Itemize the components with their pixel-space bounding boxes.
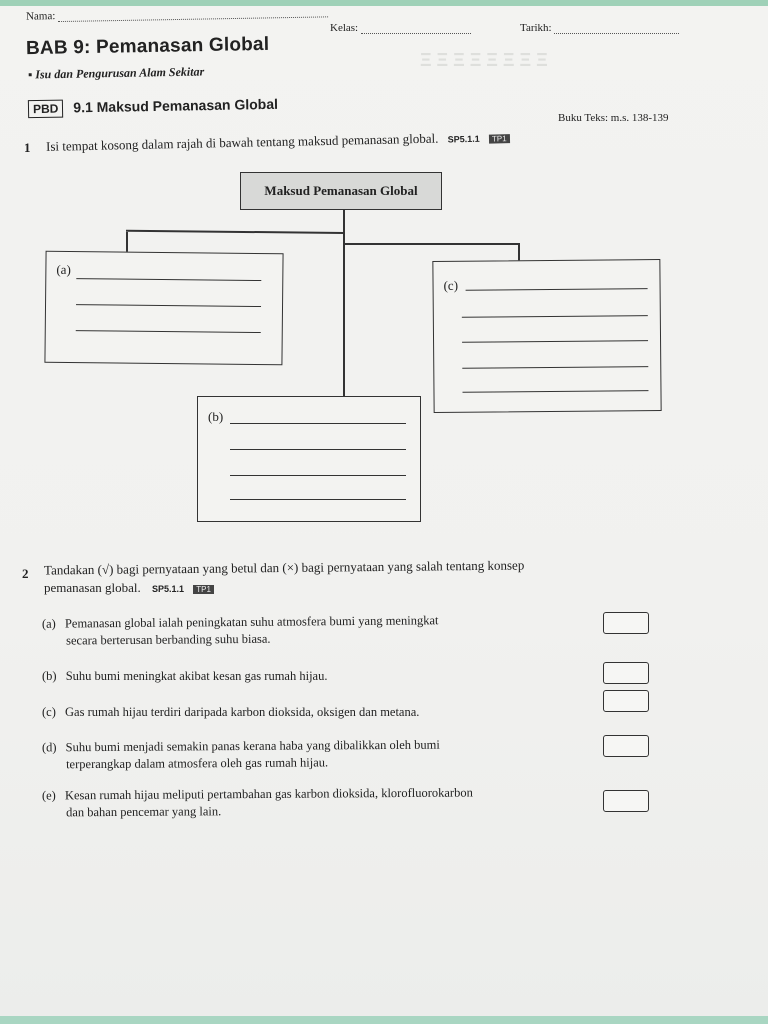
connector-vertical-main <box>343 209 345 397</box>
box-c-line-3[interactable] <box>462 340 648 343</box>
q1-tp-badge: TP1 <box>489 134 510 143</box>
box-b-line-4[interactable] <box>230 499 406 500</box>
statement-a-label: (a) <box>41 616 56 631</box>
class-blank[interactable] <box>361 33 471 34</box>
checkbox-c[interactable] <box>603 690 649 712</box>
checkbox-b[interactable] <box>603 662 649 684</box>
q2-instruction-line2 <box>44 580 214 596</box>
name-label: Nama: <box>25 10 56 23</box>
box-a-label: (a) <box>56 261 71 278</box>
q2-sp-code: SP5.1.1 <box>152 584 185 594</box>
checkbox-a[interactable] <box>603 612 649 634</box>
q1-number: 1 <box>24 140 31 155</box>
statement-d-label: (d) <box>41 740 57 755</box>
connector-left <box>126 230 344 234</box>
box-c-line-5[interactable] <box>462 390 648 393</box>
checkbox-e[interactable] <box>603 790 649 812</box>
q2-number: 2 <box>22 566 29 581</box>
q1-sp-code: SP5.1.1 <box>447 133 480 145</box>
chapter-title: BAB 9: Pemanasan Global <box>25 33 270 60</box>
bleed-through-shadow: Ξ Ξ Ξ Ξ Ξ Ξ Ξ Ξ <box>420 50 548 70</box>
section-title: 9.1 Maksud Pemanasan Global <box>73 95 279 116</box>
chapter-theme <box>28 64 204 82</box>
q2-instruction-line1: Tandakan (√) bagi pernyataan yang betul dan (×) bagi pernyataan yang salah tentang konsep <box>43 557 525 578</box>
date-blank[interactable] <box>554 33 679 34</box>
statement-c-line1: Gas rumah hijau terdiri daripada karbon dioksida, oksigen dan metana. <box>65 705 420 719</box>
bottom-edge-strip <box>0 1016 768 1024</box>
statement-e-line1: Kesan rumah hijau meliputi pertambahan gas karbon dioksida, klorofluorokarbon <box>64 785 473 803</box>
q2-tp-badge: TP1 <box>193 585 214 594</box>
box-b-label: (b) <box>208 409 224 424</box>
statement-b-line1: Suhu bumi meningkat akibat kesan gas rumah hijau. <box>65 669 328 683</box>
q1-text: Isi tempat kosong dalam rajah di bawah tentang maksud pemanasan global. <box>45 130 439 154</box>
box-c-line-2[interactable] <box>462 315 648 318</box>
statement-e-line2: dan bahan pencemar yang lain. <box>66 804 222 820</box>
answer-box-c <box>432 259 661 413</box>
answer-box-a <box>44 251 283 365</box>
statement-d-line2: terperangkap dalam atmosfera oleh gas rumah hijau. <box>66 755 329 772</box>
date-label: Tarikh: <box>520 22 552 34</box>
diagram-title: Maksud Pemanasan Global <box>264 183 418 198</box>
connector-right <box>343 243 519 245</box>
statement-b <box>42 668 327 685</box>
class-field <box>330 22 471 34</box>
box-c-line-4[interactable] <box>462 366 648 369</box>
box-b-line-2[interactable] <box>230 449 406 450</box>
date-field <box>520 22 679 34</box>
textbook-reference: Buku Teks: m.s. 138-139 <box>558 112 669 124</box>
bullet-icon: ▪ <box>27 67 36 82</box>
statement-b-label: (b) <box>42 669 57 683</box>
class-label: Kelas: <box>330 22 359 34</box>
statement-a-line1: Pemanasan global ialah peningkatan suhu atmosfera bumi yang meningkat <box>64 613 439 631</box>
box-c-label: (c) <box>443 277 459 293</box>
checkbox-d[interactable] <box>603 735 649 757</box>
theme-text: Isu dan Pengurusan Alam Sekitar <box>35 64 205 82</box>
box-b-line-3[interactable] <box>230 475 406 476</box>
top-edge-strip <box>0 0 768 6</box>
statement-c <box>42 704 419 721</box>
box-c-line-1[interactable] <box>466 288 648 291</box>
diagram-title-box <box>240 172 442 210</box>
box-b-line-1[interactable] <box>230 423 406 424</box>
statement-e <box>42 784 473 821</box>
statement-a <box>42 612 439 649</box>
box-a-line-1[interactable] <box>76 278 261 281</box>
answer-box-b <box>197 396 421 522</box>
statement-e-label: (e) <box>41 788 56 803</box>
q2-text-line2: pemanasan global. <box>44 580 141 595</box>
box-a-line-2[interactable] <box>76 304 261 307</box>
statement-d-line1: Suhu bumi menjadi semakin panas kerana haba yang dibalikkan oleh bumi <box>65 737 440 755</box>
pbd-tag: PBD <box>28 100 64 119</box>
q1-instruction <box>46 129 510 155</box>
name-blank[interactable] <box>58 16 328 22</box>
section-heading <box>28 96 278 118</box>
statement-a-line2: secara berterusan berbanding suhu biasa. <box>66 631 271 648</box>
statement-c-label: (c) <box>42 705 56 719</box>
statement-d <box>42 737 440 774</box>
box-a-line-3[interactable] <box>76 330 261 333</box>
name-field <box>26 5 328 22</box>
